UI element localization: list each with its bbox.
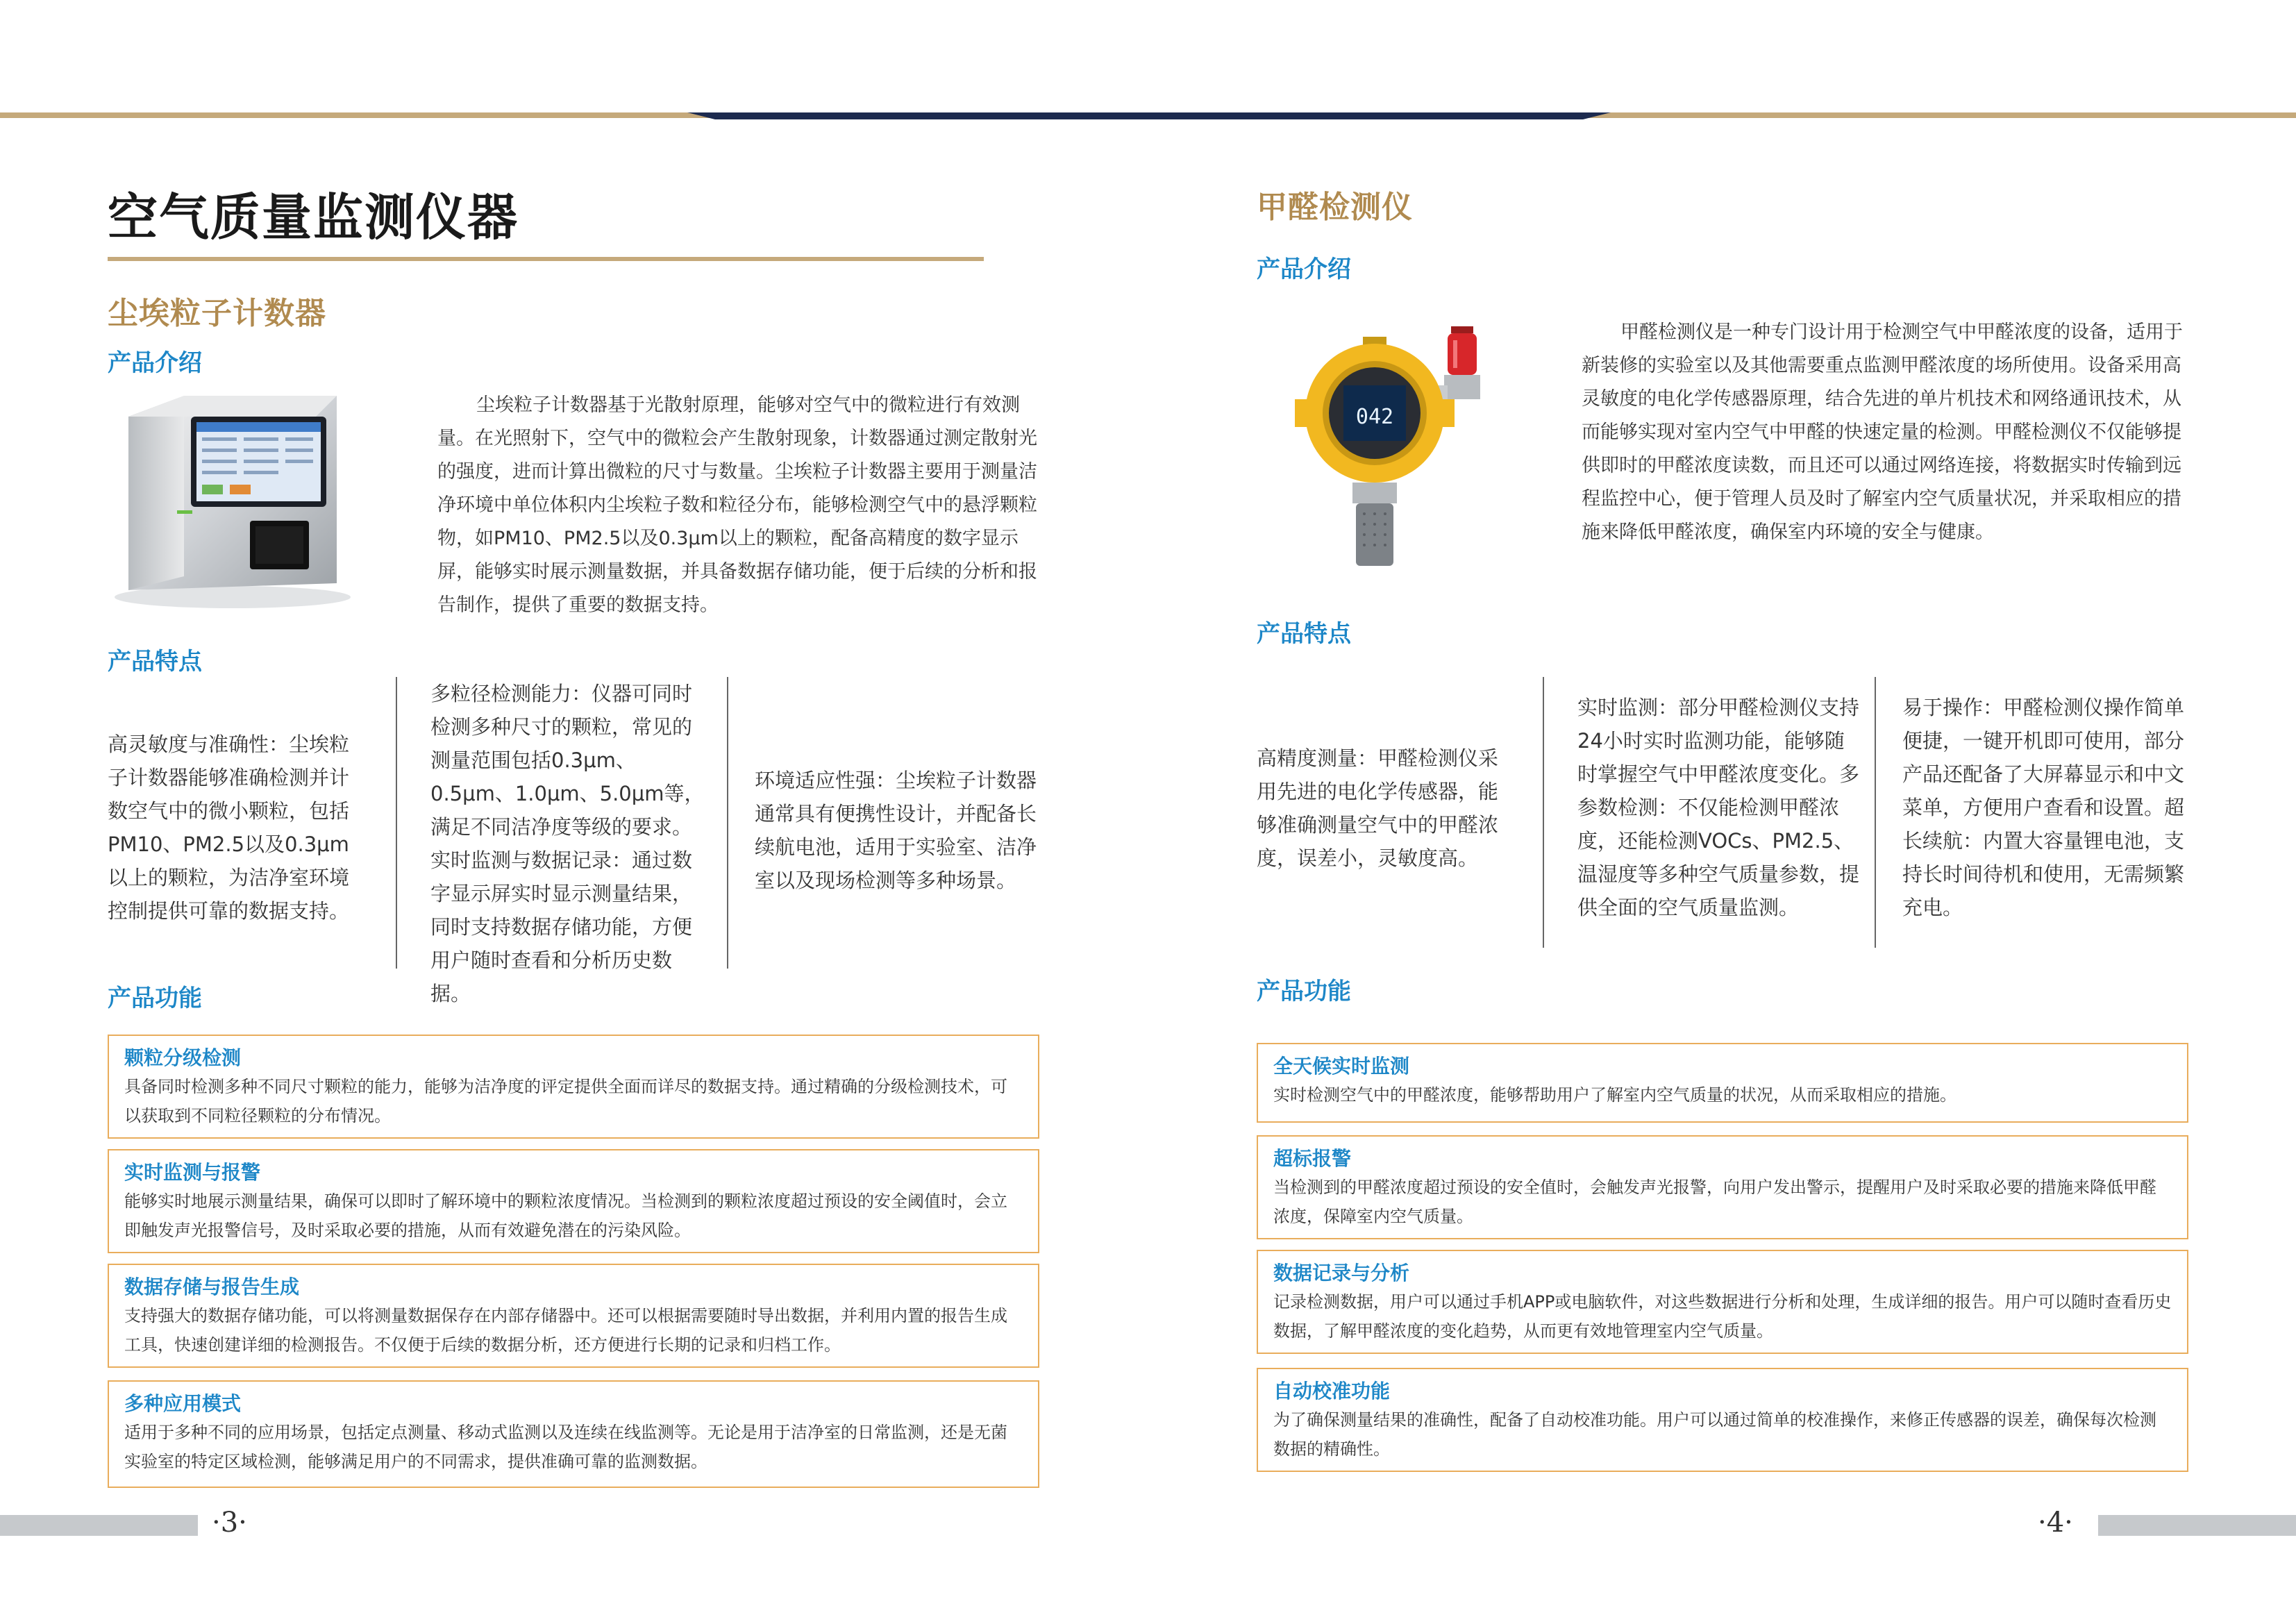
product-title-formaldehyde: 甲醛检测仪 — [1257, 190, 1413, 225]
function-title: 多种应用模式 — [124, 1392, 242, 1415]
feature-divider — [1875, 677, 1876, 948]
top-navy-band — [687, 112, 1611, 119]
function-text: 支持强大的数据存储功能，可以将测量数据保存在内部存储器中。还可以根据需要随时导出数据，并利用内置的报告生成工具，快速创建详细的检测报告。不仅便于后续的数据分析，还方便进行长期的记录和归档工作。 — [124, 1306, 1007, 1355]
intro-heading-left: 产品介绍 — [108, 349, 202, 377]
feature-item: 多粒径检测能力：仪器可同时检测多种尺寸的颗粒，常见的测量范围包括0.3μm、0.5μm、1.0μm、5.0μm等，满足不同洁净度等级的要求。实时监测与数据记录：通过数字显示屏实时显示测量结果，同时支持数据存储功能，方便用户随时查看和分析历史数据。 — [430, 682, 705, 1005]
function-text: 能够实时地展示测量结果，确保可以即时了解环境中的颗粒浓度情况。当检测到的颗粒浓度超过预设的安全阈值时，会立即触发声光报警信号，及时采取必要的措施，从而有效避免潜在的污染风险。 — [124, 1191, 1007, 1240]
functions-heading-right: 产品功能 — [1257, 978, 1351, 1005]
page-title: 空气质量监测仪器 — [108, 188, 519, 246]
function-title: 自动校准功能 — [1273, 1380, 1391, 1403]
feature-item: 高精度测量：甲醛检测仪采用先进的电化学传感器，能够准确测量空气中的甲醛浓度，误差小，灵敏度高。 — [1257, 746, 1499, 870]
functions-heading-left: 产品功能 — [108, 985, 202, 1012]
function-title: 超标报警 — [1273, 1147, 1352, 1170]
function-box — [108, 1035, 1039, 1139]
formaldehyde-detector-image — [1274, 316, 1510, 573]
feature-item: 环境适应性强：尘埃粒子计数器通常具有便携性设计，并配备长续航电池，适用于实验室、洁净室以及现场检测等多种场景。 — [755, 769, 1037, 892]
feature-divider — [1543, 677, 1544, 948]
features-heading-left: 产品特点 — [108, 648, 202, 676]
intro-heading-right: 产品介绍 — [1257, 256, 1351, 283]
function-box — [1257, 1043, 2188, 1123]
function-text: 适用于多种不同的应用场景，包括定点测量、移动式监测以及连续在线监测等。无论是用于洁净室的日常监测，还是无菌实验室的特定区域检测，能够满足用户的不同需求，提供准确可靠的监测数据。 — [124, 1423, 1007, 1471]
feature-divider — [727, 677, 728, 969]
product-title-particle-counter: 尘埃粒子计数器 — [108, 296, 326, 331]
function-text: 为了确保测量结果的准确性，配备了自动校准功能。用户可以通过简单的校准操作，来修正传感器的误差，确保每次检测数据的精确性。 — [1273, 1410, 2156, 1459]
feature-item: 高灵敏度与准确性：尘埃粒子计数器能够准确检测并计数空气中的微小颗粒，包括PM10、PM2.5以及0.3μm以上的颗粒，为洁净室环境控制提供可靠的数据支持。 — [108, 733, 350, 923]
feature-divider — [396, 677, 397, 969]
feature-item: 实时监测：部分甲醛检测仪支持24小时实时监测功能，能够随时掌握空气中甲醛浓度变化。多参数检测：不仅能检测甲醛浓度，还能检测VOCs、PM2.5、温湿度等多种空气质量参数，提供全面的空气质量监测。 — [1577, 696, 1860, 919]
function-box — [108, 1380, 1039, 1488]
function-box — [108, 1149, 1039, 1253]
feature-item: 易于操作：甲醛检测仪操作简单便捷，一键开机即可使用，部分产品还配备了大屏幕显示和中文菜单，方便用户查看和设置。超长续航：内置大容量锂电池，支持长时间待机和使用，无需频繁充电。 — [1902, 696, 2185, 919]
device-display-value: 042 — [1355, 405, 1394, 429]
function-title: 全天候实时监测 — [1273, 1055, 1410, 1078]
function-box — [1257, 1368, 2188, 1472]
function-box — [108, 1264, 1039, 1368]
function-title: 数据记录与分析 — [1273, 1262, 1410, 1284]
particle-counter-image — [108, 389, 358, 611]
function-box — [1257, 1250, 2188, 1354]
intro-text-left: 尘埃粒子计数器基于光散射原理，能够对空气中的微粒进行有效测量。在光照射下，空气中的微粒会产生散射现象，计数器通过测定散射光的强度，进而计算出微粒的尺寸与数量。尘埃粒子计数器主要用于测量洁净环境中单位体积内尘埃粒子数和粒径分布，能够检测空气中的悬浮颗粒物，如PM10、PM2.5以及0.3μm以上的颗粒，配备高精度的数字显示屏，能够实时展示测量数据，并具备数据存储功能，便于后续的分析和报告制作，提供了重要的数据支持。 — [437, 394, 1037, 616]
page-number-right: ·4· — [2038, 1507, 2073, 1539]
function-title: 颗粒分级检测 — [124, 1046, 242, 1069]
function-text: 实时检测空气中的甲醛浓度，能够帮助用户了解室内空气质量的状况，从而采取相应的措施。 — [1273, 1085, 1956, 1105]
function-text: 记录检测数据，用户可以通过手机APP或电脑软件，对这些数据进行分析和处理，生成详细的报告。用户可以随时查看历史数据，了解甲醛浓度的变化趋势，从而更有效地管理室内空气质量。 — [1273, 1292, 2172, 1341]
page-number-left: ·3· — [212, 1507, 247, 1539]
features-heading-right: 产品特点 — [1257, 620, 1351, 648]
function-title: 实时监测与报警 — [124, 1161, 261, 1184]
intro-text-right: 甲醛检测仪是一种专门设计用于检测空气中甲醛浓度的设备，适用于新装修的实验室以及其他需要重点监测甲醛浓度的场所使用。设备采用高灵敏度的电化学传感器原理，结合先进的单片机技术和网络通讯技术，从而能够实现对室内空气中甲醛的快速定量的检测。甲醛检测仪不仅能够提供即时的甲醛浓度读数，而且还可以通过网络连接，将数据实时传输到远程监控中心，便于管理人员及时了解室内空气质量状况，并采取相应的措施来降低甲醛浓度，确保室内环境的安全与健康。 — [1582, 321, 2183, 543]
function-title: 数据存储与报告生成 — [124, 1275, 300, 1298]
footer-bar-right — [2098, 1515, 2296, 1536]
title-rule — [108, 257, 984, 261]
function-text: 当检测到的甲醛浓度超过预设的安全值时，会触发声光报警，向用户发出警示，提醒用户及时采取必要的措施来降低甲醛浓度，保障室内空气质量。 — [1273, 1178, 2156, 1226]
function-box — [1257, 1135, 2188, 1239]
function-text: 具备同时检测多种不同尺寸颗粒的能力，能够为洁净度的评定提供全面而详尽的数据支持。通过精确的分级检测技术，可以获取到不同粒径颗粒的分布情况。 — [124, 1077, 1007, 1125]
footer-bar-left — [0, 1515, 198, 1536]
